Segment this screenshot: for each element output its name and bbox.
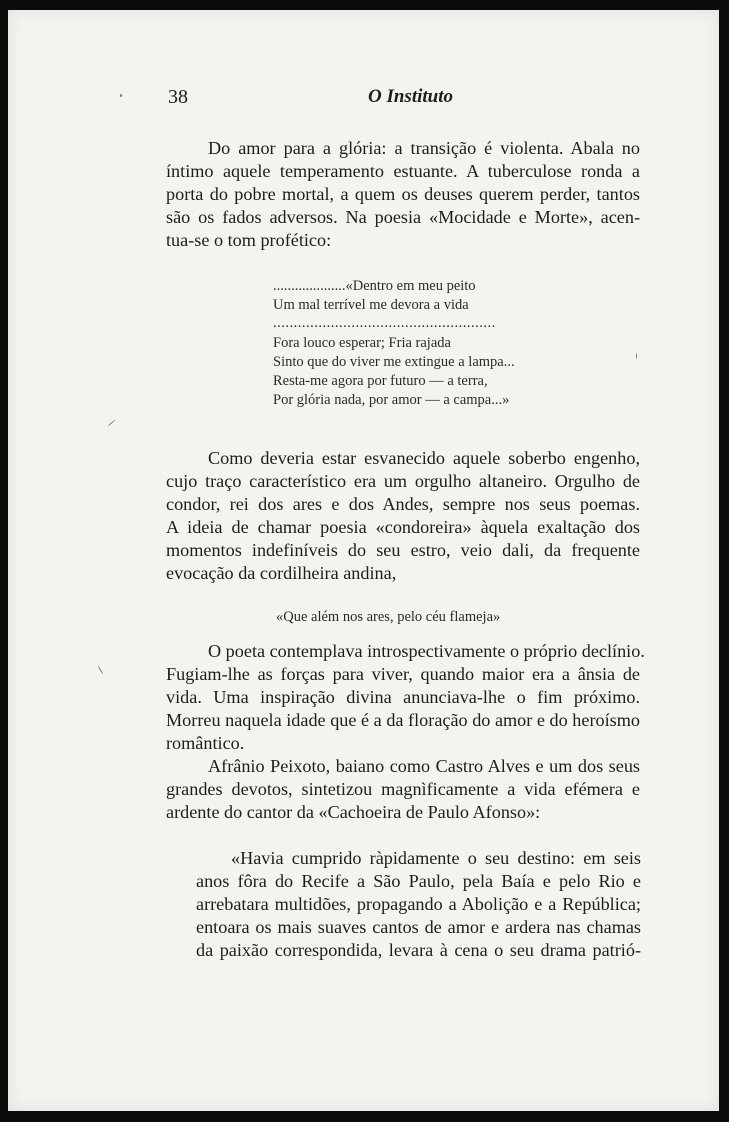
paragraph-2-line: cujo traço característico era um orgulho altaneiro. Orgulho de — [166, 471, 640, 491]
paragraph-2-line: momentos indefiníveis do seu estro, veio dali, da frequente — [166, 540, 640, 560]
paragraph-1-line: porta do pobre mortal, a quem os deuses querem perder, tantos — [166, 184, 640, 204]
paper-speck — [636, 353, 637, 359]
running-title: O Instituto — [368, 86, 454, 107]
quote-line: da paixão correspondida, levara à cena o seu drama patrió- — [196, 940, 641, 960]
paragraph-4-line: ardente do cantor da «Cachoeira de Paulo Afonso»: — [166, 802, 541, 822]
quote-line: «Havia cumprido ràpidamente o seu destino: em seis — [231, 848, 641, 868]
paragraph-2-line: condor, rei dos ares e dos Andes, sempre nos seus poemas. — [166, 494, 640, 514]
verse-line: Sinto que do viver me extingue a lampa... — [273, 354, 515, 370]
paragraph-4-line: Afrânio Peixoto, baiano como Castro Alves e um dos seus — [208, 756, 640, 776]
quote-line: entoara os mais suaves cantos de amor e ardera nas chamas — [196, 917, 641, 937]
paragraph-3-line: Morreu naquela idade que é a da floração do amor e do heroísmo — [166, 710, 640, 730]
page-header — [168, 86, 642, 114]
book-page — [8, 10, 719, 1111]
paragraph-1-line: Do amor para a glória: a transição é violenta. Abala no — [208, 138, 640, 158]
quote-line: anos fôra do Recife a São Paulo, pela Baía e pelo Rio e — [196, 871, 641, 891]
verse-line: ....................«Dentro em meu peito — [273, 278, 476, 294]
paragraph-1-line: tua-se o tom profético: — [166, 230, 332, 250]
paper-speck — [107, 419, 115, 426]
paragraph-2-line: Como deveria estar esvanecido aquele soberbo engenho, — [208, 448, 640, 468]
verse-line: Resta-me agora por futuro — a terra, — [273, 373, 488, 389]
paragraph-4-line: grandes devotos, sintetizou magnìficamente a vida efémera e — [166, 779, 640, 799]
paragraph-2-line: A ideia de chamar poesia «condoreira» àquela exaltação dos — [166, 517, 640, 537]
paragraph-3-line: Fugiam-lhe as forças para viver, quando maior era a ânsia de — [166, 664, 640, 684]
paragraph-2-line: evocação da cordilheira andina, — [166, 563, 397, 583]
epigraph-verse: «Que além nos ares, pelo céu flameja» — [276, 609, 501, 625]
paragraph-1-line: são os fados adversos. Na poesia «Mocidade e Morte», acen- — [166, 207, 640, 227]
paragraph-3-line: vida. Uma inspiração divina anunciava-lhe o fim próximo. — [166, 687, 640, 707]
paper-speck — [120, 94, 122, 97]
paragraph-3-line: O poeta contemplava introspectivamente o próprio declínio. — [208, 641, 645, 661]
verse-ellipsis-line: ...................................................... — [273, 315, 496, 331]
verse-line: Um mal terrível me devora a vida — [273, 297, 469, 313]
paper-speck — [98, 665, 104, 674]
verse-line: Fora louco esperar; Fria rajada — [273, 335, 451, 351]
verse-line: Por glória nada, por amor — a campa...» — [273, 392, 510, 408]
paragraph-1-line: íntimo aquele temperamento estuante. A tuberculose ronda a — [166, 161, 640, 181]
paragraph-3-line: romântico. — [166, 733, 245, 753]
quote-line: arrebatara multidões, propagando a Abolição e a República; — [196, 894, 641, 914]
page-number: 38 — [168, 86, 188, 108]
